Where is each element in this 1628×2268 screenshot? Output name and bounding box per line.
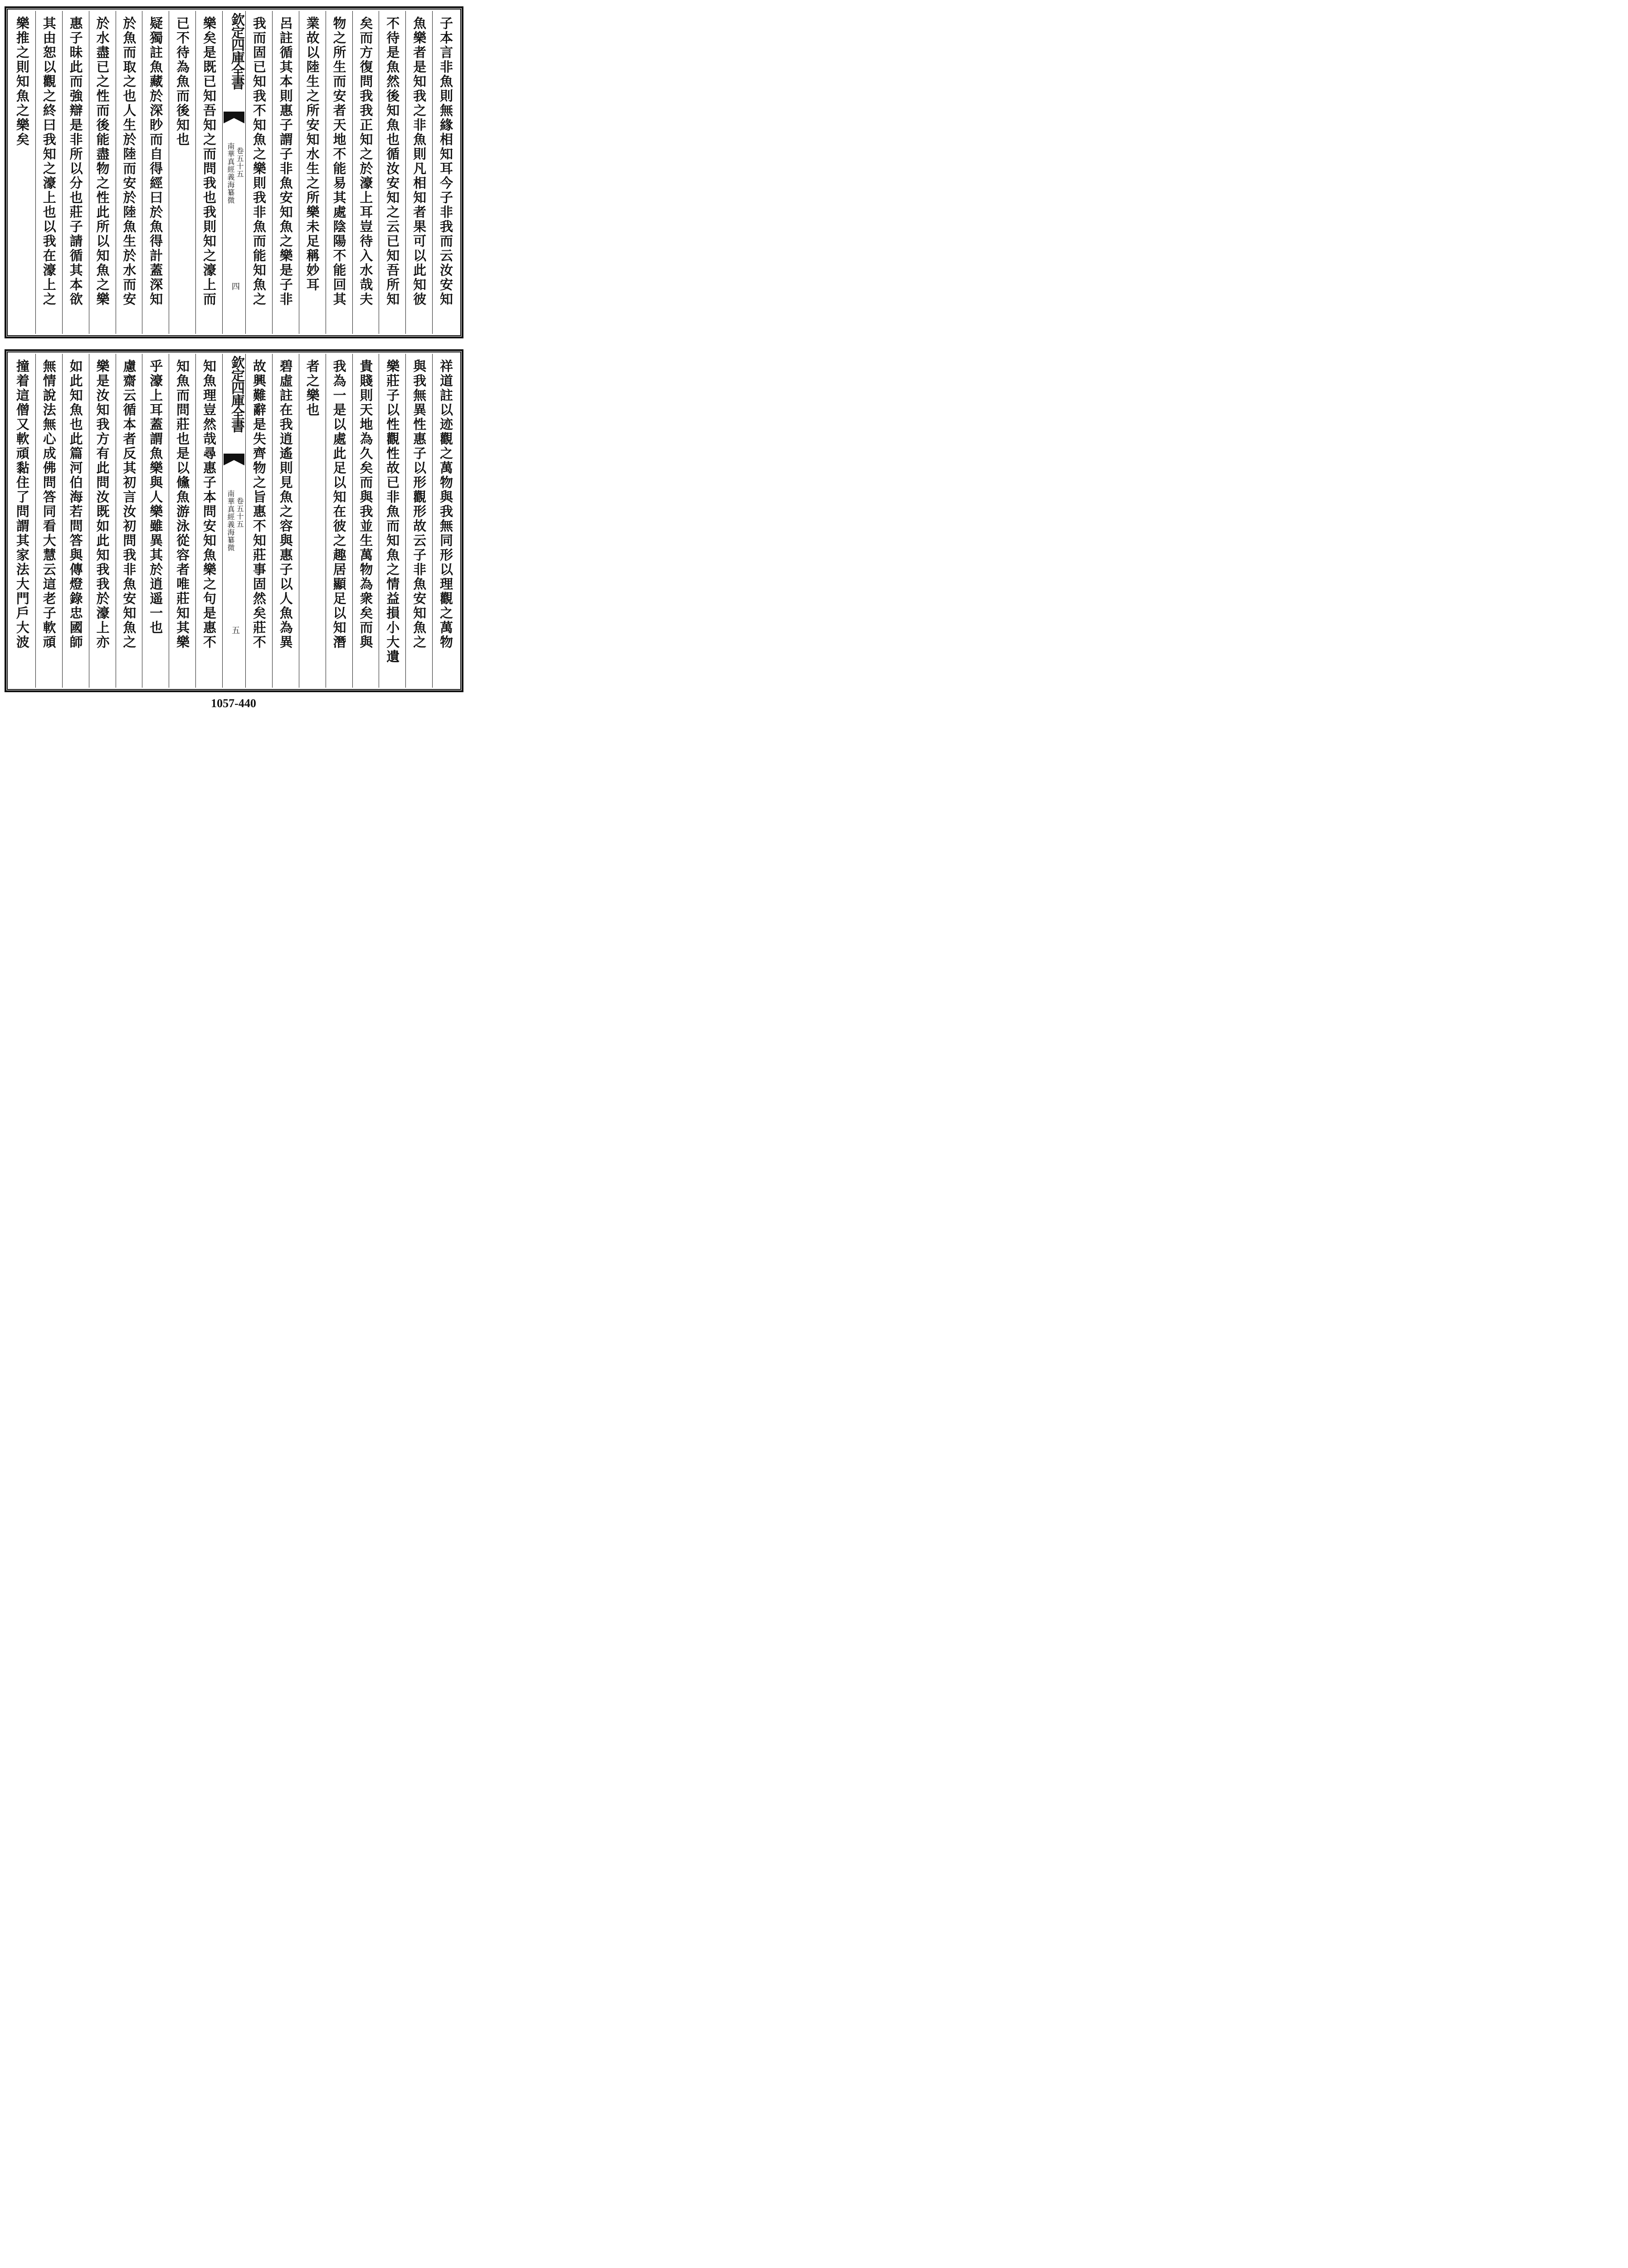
text-column: 樂是汝知我方有此問汝既如此知我我於濠上亦 xyxy=(89,354,116,688)
text-column: 其由恕以觀之終曰我知之濠上也以我在濠上之 xyxy=(35,11,62,334)
text-column: 者之樂也 xyxy=(299,354,326,688)
bottom-page-columns xyxy=(9,354,459,688)
text-column: 子本言非魚則無緣相知耳今子非我而云汝安知 xyxy=(432,11,459,334)
text-column: 樂莊子以性觀性故已非魚而知魚之情益損小大遺 xyxy=(379,354,405,688)
text-column: 於水盡已之性而後能盡物之性此所以知魚之樂 xyxy=(89,11,116,334)
text-column: 我為一是以處此足以知在彼之趣居顯足以知潛 xyxy=(326,354,352,688)
text-column: 與我無異性惠子以形觀形故云子非魚安知魚之 xyxy=(405,354,432,688)
book-title: 南華真經義海纂微 xyxy=(226,142,235,204)
bottom-page xyxy=(5,349,463,692)
text-column: 不待是魚然後知魚也循汝安知之云已知吾所知 xyxy=(379,11,405,334)
text-column: 業故以陸生之所安知水生之所樂未足稱妙耳 xyxy=(299,11,326,334)
text-column: 於魚而取之也人生於陸而安於陸魚生於水而安 xyxy=(116,11,142,334)
text-column: 貴賤則天地為久矣而與我並生萬物為衆矣而與 xyxy=(352,354,379,688)
catalog-number: 1057-440 xyxy=(211,697,256,710)
text-column: 疑獨註魚藏於深眇而自得經曰於魚得計蓋深知 xyxy=(142,11,169,334)
page-number: 五 xyxy=(230,626,240,634)
fish-tail-icon xyxy=(224,454,244,465)
center-header: 欽定四庫全書 xyxy=(229,356,244,432)
text-column: 惠子昧此而強辯是非所以分也莊子請循其本欲 xyxy=(62,11,89,334)
center-header: 欽定四庫全書 xyxy=(229,13,244,89)
center-fold xyxy=(222,11,245,334)
text-column: 故興難辭是失齊物之旨惠不知莊事固然矣莊不 xyxy=(245,354,272,688)
text-column: 我而固已知我不知魚之樂則我非魚而能知魚之 xyxy=(245,11,272,334)
volume-label: 卷五十五 xyxy=(235,497,244,528)
text-column: 知魚理豈然哉尋惠子本問安知魚樂之句是惠不 xyxy=(195,354,222,688)
volume-label: 卷五十五 xyxy=(235,147,244,178)
text-column: 物之所生而安者天地不能易其處陰陽不能回其 xyxy=(326,11,352,334)
text-column: 樂推之則知魚之樂矣 xyxy=(14,16,30,147)
text-column: 撞着這僧又軟頑黏住了問謂其家法大門戶大波 xyxy=(14,359,30,650)
text-column: 已不待為魚而後知也 xyxy=(169,11,195,334)
text-column: 祥道註以迹觀之萬物與我無同形以理觀之萬物 xyxy=(432,354,459,688)
book-title: 南華真經義海纂微 xyxy=(226,490,235,552)
text-column: 乎濠上耳蓋謂魚樂與人樂雖異其於逍遥一也 xyxy=(142,354,169,688)
text-column: 呂註循其本則惠子謂子非魚安知魚之樂是子非 xyxy=(272,11,299,334)
text-column: 知魚而問莊也是以儵魚游泳從容者唯莊知其樂 xyxy=(169,354,195,688)
text-column: 矣而方復問我我正知之於濠上耳豈待入水哉夫 xyxy=(352,11,379,334)
text-column: 如此知魚也此篇河伯海若問答與傳燈錄忠國師 xyxy=(62,354,89,688)
text-column: 慮齋云循本者反其初言汝初問我非魚安知魚之 xyxy=(116,354,142,688)
text-column: 無情說法無心成佛問答同看大慧云這老子軟頑 xyxy=(35,354,62,688)
text-column: 碧虛註在我逍遙則見魚之容與惠子以人魚為異 xyxy=(272,354,299,688)
page-number: 四 xyxy=(230,282,240,290)
center-fold xyxy=(222,354,245,688)
text-column: 魚樂者是知我之非魚則凡相知者果可以此知彼 xyxy=(405,11,432,334)
fish-tail-icon xyxy=(224,112,244,123)
top-page xyxy=(5,6,463,338)
top-page-columns xyxy=(9,11,459,334)
text-column: 樂矣是既已知吾知之而問我也我則知之濠上而 xyxy=(195,11,222,334)
